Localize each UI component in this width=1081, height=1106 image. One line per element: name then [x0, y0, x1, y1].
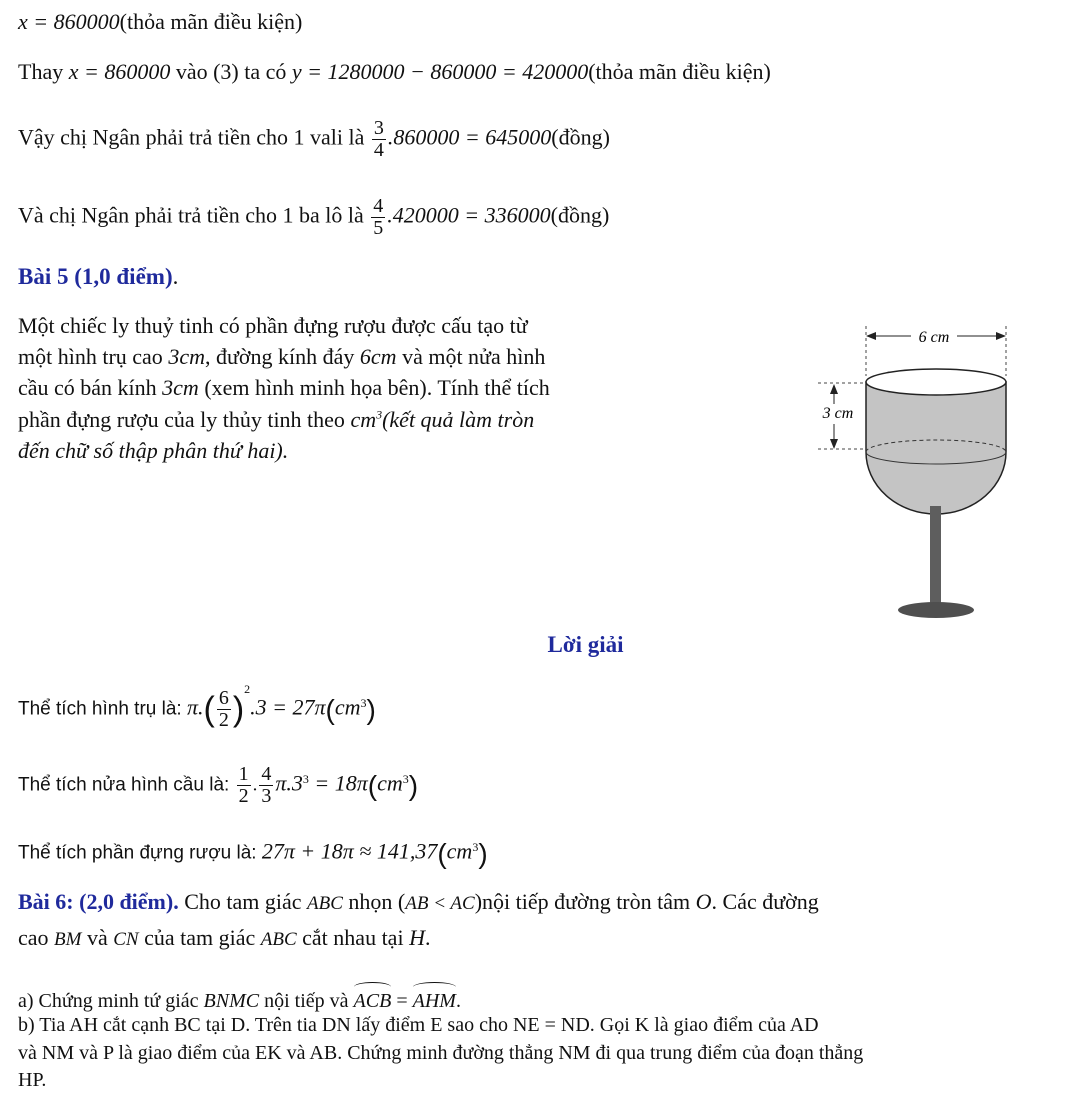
m3: O: [695, 889, 712, 914]
unit-paren-open: (: [325, 694, 335, 725]
fraction-4-5: [371, 196, 385, 239]
bai5-title-text: Bài 5 (1,0 điểm): [18, 264, 173, 289]
frac-num: 4: [373, 195, 384, 217]
bai5-line2: [18, 341, 678, 372]
solution-hemisphere: Thể tích nửa hình cầu là: $\frac{1}{2}$ . $\frac{4}{3}$ $\pi.3^3 = 18\pi(cm^3)$: [18, 763, 419, 807]
math-x: x = 860000: [18, 9, 120, 34]
fraction-1-2: [237, 764, 251, 807]
p3m: 3cm: [162, 375, 199, 401]
s1-result: .3 = 27π: [250, 694, 326, 720]
p3b: (xem hình minh họa bên). Tính thể tích: [204, 375, 550, 401]
s3-unit-sup: 3: [472, 840, 479, 855]
bai5-line5: đến chữ số thập phân thứ hai).: [18, 437, 289, 463]
bai5-title-dot: .: [172, 264, 179, 289]
paren-close: ): [232, 690, 245, 729]
angle-ahm: AHM: [413, 984, 456, 1016]
s1-unit-sup: 3: [360, 696, 367, 711]
s1-pi: π.: [186, 694, 204, 720]
paren-open: (: [203, 690, 215, 729]
frac-num: 3: [373, 117, 384, 139]
line-balo-price: [18, 196, 609, 239]
math-balo: .420000 = 336000: [387, 202, 551, 228]
p4b: (kết quả làm tròn: [382, 406, 535, 432]
p2m1: 3cm: [168, 344, 205, 370]
p3a: cầu có bán kính: [18, 375, 157, 401]
angle-acb: ACB: [354, 984, 392, 1016]
unit-paren-open: (: [437, 838, 447, 869]
bai5-line1: [18, 310, 678, 341]
text-condition: (thỏa mãn điều kiện): [119, 9, 303, 34]
solution-total: [18, 836, 488, 871]
unit-paren-close: ): [366, 694, 376, 725]
glass-stem: [930, 506, 941, 604]
text-vao: vào (3) ta có: [175, 59, 287, 84]
p4sup: 3: [376, 407, 383, 422]
line-condition-x: [18, 8, 302, 36]
bai5-title: [18, 264, 178, 290]
unit-paren-close: ): [408, 770, 419, 801]
a-m1: BNMC: [203, 990, 260, 1012]
glass-base: [898, 602, 974, 618]
m7: H: [409, 925, 425, 951]
glass-rim: [866, 369, 1006, 395]
frac-den: 2: [238, 785, 249, 807]
s2-pi: π.3: [275, 770, 303, 796]
t7: của tam giác: [144, 925, 256, 951]
math-vali: .860000 = 645000: [387, 124, 552, 150]
math-x-value: x = 860000: [68, 59, 171, 84]
p4m: cm: [350, 406, 377, 432]
frac-num: 4: [261, 763, 272, 785]
t1: Cho tam giác: [184, 889, 302, 914]
s2-result: = 18π: [308, 770, 368, 796]
bai5-line4: [18, 404, 678, 435]
text-dong: (đồng): [551, 124, 610, 150]
height-arrow-bottom-head: [830, 439, 838, 449]
s1-unit: cm: [334, 694, 361, 720]
t6: và: [86, 925, 108, 951]
b-line3: HP.: [18, 1069, 47, 1092]
t8: cắt nhau tại: [302, 925, 404, 951]
p4a: phần đựng rượu của ly thủy tinh theo: [18, 406, 345, 432]
b-line1: b) Tia AH cắt cạnh BC tại D. Trên tia DN lấy điểm E sao cho NE = ND. Gọi K là giao điểm của AD: [18, 1014, 819, 1036]
width-label: 6 cm: [918, 329, 950, 346]
frac-num: 6: [218, 687, 229, 709]
s1-exp: 2: [244, 682, 251, 697]
a-eq: =: [391, 990, 413, 1012]
m6: ABC: [260, 929, 297, 951]
line-vali-price: [18, 118, 610, 161]
bai6-line1: Bài 6: (2,0 điểm). Cho tam giác ABC nhọn (AB < AC)nội tiếp đường tròn tâm O. Các đường: [18, 889, 819, 914]
text-thay: Thay: [18, 59, 64, 84]
bai6-line2: [18, 920, 1068, 956]
unit-paren-open: (: [367, 770, 378, 801]
t3: nội tiếp đường tròn tâm: [482, 889, 691, 914]
text-balo: Và chị Ngân phải trả tiền cho 1 ba lô là: [18, 202, 364, 228]
bai5-problem: [18, 310, 678, 466]
m1: ABC: [307, 893, 343, 914]
s2-unit-sup: 3: [402, 772, 409, 787]
a-end: .: [455, 990, 461, 1012]
p2a: một hình trụ cao: [18, 344, 163, 370]
text-condition-2: (thỏa mãn điều kiện): [588, 59, 771, 84]
bai5-line3: [18, 372, 678, 403]
t9: .: [424, 925, 431, 951]
width-arrow-left-head: [866, 332, 876, 340]
t4: . Các đường: [711, 889, 819, 914]
a-text: a) Chứng minh tứ giác: [18, 990, 199, 1012]
a-text2: nội tiếp và: [264, 990, 349, 1012]
t2: nhọn: [348, 889, 393, 914]
fraction-3-4: [372, 118, 386, 161]
t5: cao: [18, 925, 49, 951]
frac-den: 3: [261, 785, 272, 807]
frac-den: 4: [373, 139, 384, 161]
math-y-value: y = 1280000 − 860000 = 420000: [291, 59, 589, 84]
unit-paren-close: ): [478, 838, 488, 869]
frac-den: 5: [373, 217, 384, 239]
text-vali: Vậy chị Ngân phải trả tiền cho 1 vali là: [18, 124, 365, 150]
s3-text: Thể tích phần đựng rượu là:: [18, 842, 257, 864]
height-label: 3 cm: [822, 405, 854, 422]
p2m2: 6cm: [359, 344, 397, 370]
wine-glass-illustration: [808, 318, 1018, 628]
bai6-title: Bài 6: (2,0 điểm).: [18, 889, 179, 914]
s3-result: 27π + 18π ≈ 141,37: [261, 838, 438, 864]
glass-bowl: [866, 382, 1006, 514]
solution-cylinder: [18, 682, 376, 731]
width-arrow-right-head: [996, 332, 1006, 340]
m5: CN: [113, 929, 139, 951]
s1-text: Thể tích hình trụ là:: [18, 698, 182, 720]
bai6-problem: [18, 884, 1068, 957]
line-substitute: [18, 58, 771, 86]
p2b: , đường kính đáy: [204, 344, 355, 370]
text-dong: (đồng): [550, 202, 610, 228]
b-line2: và NM và P là giao điểm của EK và AB. Chứng minh đường thẳng NM đi qua trung điểm của đoạn thẳng: [18, 1041, 864, 1064]
bai6-part-a: [18, 984, 1068, 1016]
fraction-6-2: [217, 688, 231, 731]
fraction-4-3: [259, 764, 273, 807]
p1: Một chiếc ly thuỷ tinh có phần đựng rượu được cấu tạo từ: [18, 313, 528, 338]
s2-text: Thể tích nửa hình cầu là:: [18, 774, 230, 796]
s3-unit: cm: [446, 838, 473, 864]
bai6-part-b: [18, 1012, 1068, 1095]
s2-unit: cm: [377, 770, 403, 796]
m2: AB < AC: [405, 893, 475, 914]
height-arrow-top-head: [830, 384, 838, 394]
frac-num: 1: [238, 763, 249, 785]
s2-exp: 3: [302, 772, 309, 787]
p2c: và một nửa hình: [402, 344, 546, 370]
frac-den: 2: [218, 709, 229, 731]
loigiai-title: Lời giải: [547, 632, 624, 657]
m4: BM: [54, 929, 82, 951]
